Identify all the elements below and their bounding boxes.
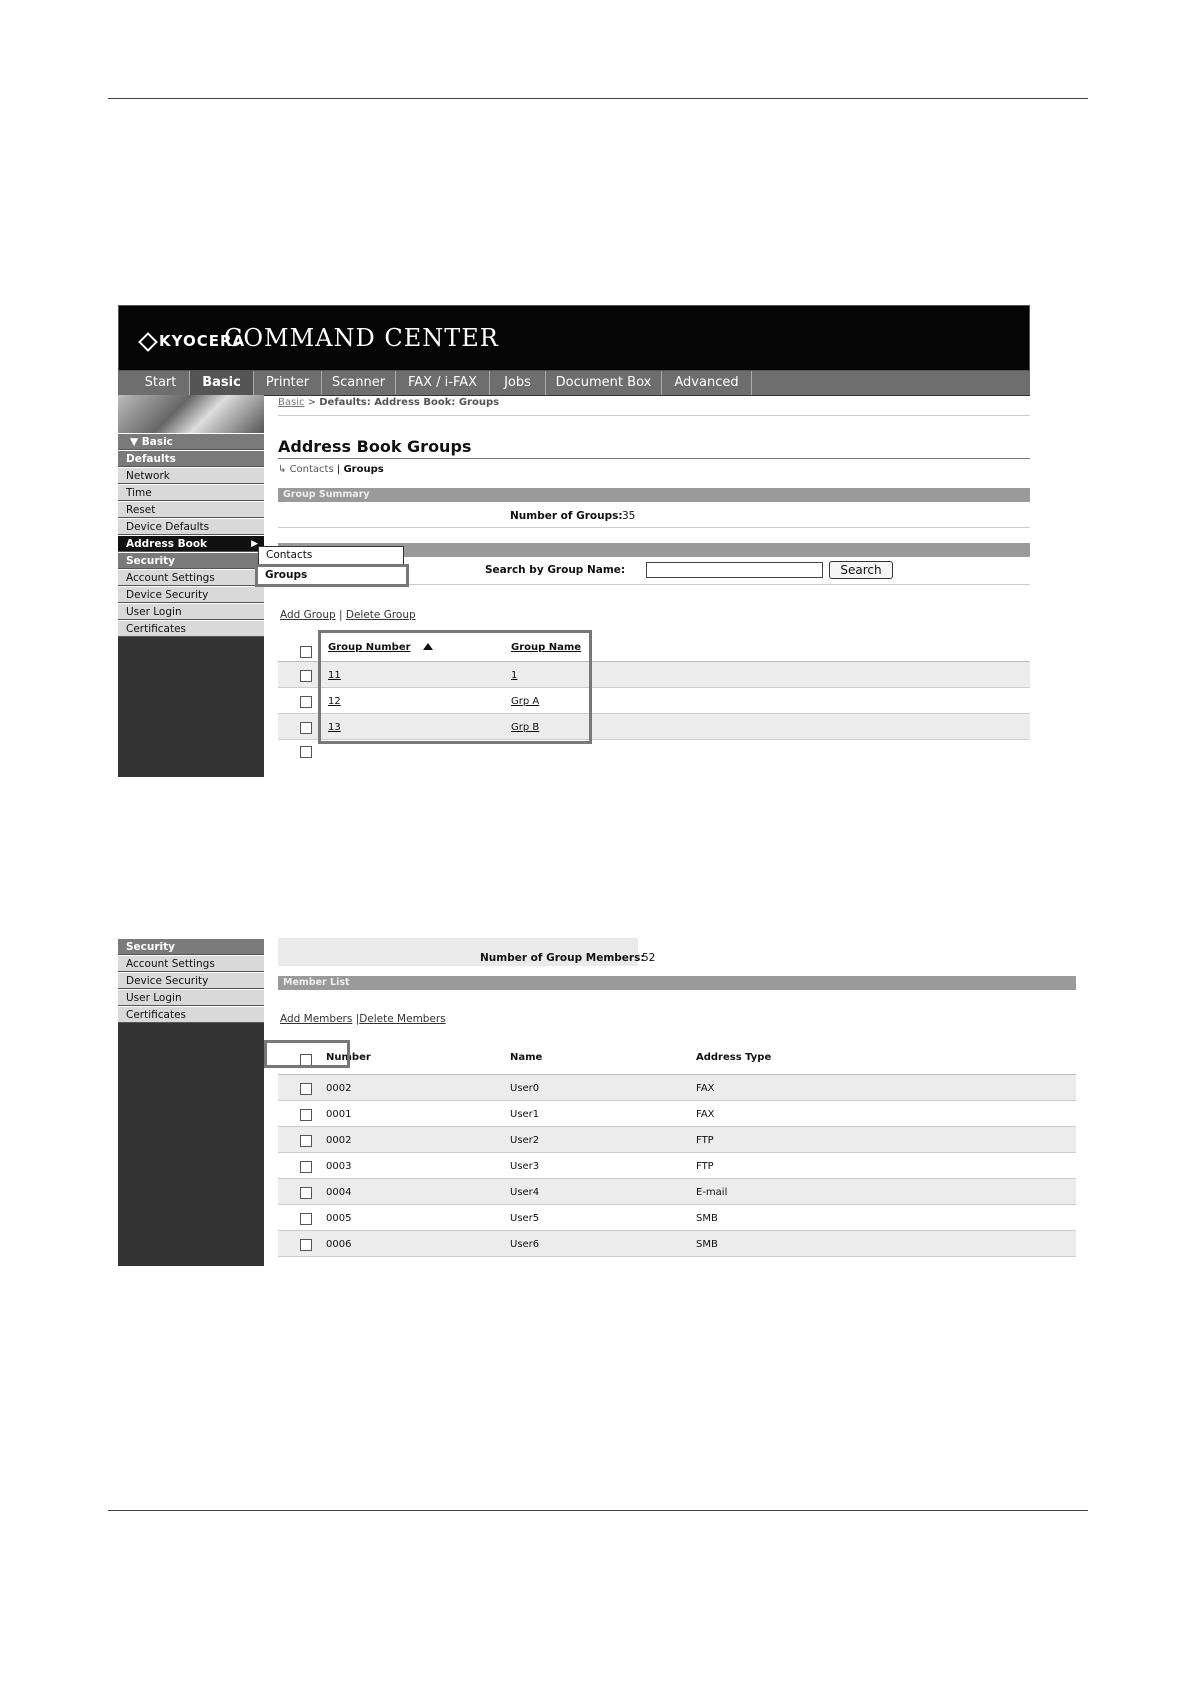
page-bottom-rule (108, 1510, 1088, 1511)
table-row (278, 1231, 1076, 1257)
group-name-link[interactable]: 1 (511, 670, 518, 681)
member-number: 0001 (326, 1109, 352, 1120)
member-address-type: FAX (696, 1083, 715, 1094)
member-number: 0004 (326, 1187, 352, 1198)
sidebar-item-user-login[interactable]: User Login (118, 989, 264, 1006)
tab-document-box[interactable]: Document Box (546, 371, 662, 395)
member-list-header: Member List (278, 976, 1076, 990)
flyout-item-groups[interactable]: Groups (255, 564, 409, 587)
group-name-link[interactable]: Grp B (511, 722, 540, 733)
member-number: 0003 (326, 1161, 352, 1172)
row-checkbox[interactable] (300, 1083, 312, 1095)
subnav (278, 464, 384, 475)
row-checkbox[interactable] (300, 722, 312, 734)
sidebar-item-certificates[interactable]: Certificates (118, 1006, 264, 1023)
tab-fax[interactable]: FAX / i-FAX (396, 371, 490, 395)
row-checkbox[interactable] (300, 1187, 312, 1199)
table-highlight-box (318, 630, 592, 744)
row-checkbox[interactable] (300, 1109, 312, 1121)
page-top-rule (108, 98, 1088, 99)
sidebar-basic-toggle[interactable]: ▼ Basic (118, 433, 264, 450)
sidebar-item-account-settings[interactable]: Account Settings (118, 569, 264, 586)
member-name: User4 (510, 1187, 540, 1198)
sidebar-item-reset[interactable]: Reset (118, 501, 264, 518)
flyout-item-contacts[interactable]: Contacts (266, 549, 313, 561)
tab-basic[interactable]: Basic (190, 371, 254, 395)
search-button[interactable]: Search (829, 561, 893, 579)
group-summary-header: Group Summary (278, 488, 1030, 502)
table-row (278, 1153, 1076, 1179)
search-input[interactable] (646, 562, 823, 578)
select-all-checkbox[interactable] (300, 646, 312, 658)
group-number-link[interactable]: 13 (328, 722, 341, 733)
column-number: Number (326, 1052, 371, 1063)
table-row (278, 1075, 1076, 1101)
tab-jobs[interactable]: Jobs (490, 371, 546, 395)
subnav-separator: | (336, 464, 341, 475)
row-checkbox[interactable] (300, 1213, 312, 1225)
number-of-members-value: 52 (642, 952, 656, 964)
member-actions (280, 1013, 446, 1025)
row-checkbox[interactable] (300, 1239, 312, 1251)
group-actions (280, 609, 416, 621)
column-address-type: Address Type (696, 1052, 772, 1063)
number-of-groups-label: Number of Groups: (510, 510, 623, 522)
kyocera-logo: KYOCERA (141, 332, 245, 350)
member-number: 0006 (326, 1239, 352, 1250)
delete-members-link[interactable]: Delete Members (359, 1013, 446, 1025)
sidebar (118, 395, 264, 777)
breadcrumb-link-basic[interactable]: Basic (278, 397, 305, 408)
breadcrumb-separator: > (307, 397, 317, 408)
sidebar-item-account-settings[interactable]: Account Settings (118, 955, 264, 972)
breadcrumb-current: Defaults: Address Book: Groups (319, 397, 500, 408)
row-checkbox[interactable] (300, 670, 312, 682)
member-number: 0002 (326, 1135, 352, 1146)
member-address-type: FTP (696, 1135, 714, 1146)
group-members-screenshot (118, 938, 1076, 1266)
select-all-highlight-box (264, 1040, 350, 1068)
column-group-name[interactable]: Group Name (511, 642, 582, 653)
return-arrow-icon: ↳ (278, 464, 290, 475)
sidebar-item-device-security[interactable]: Device Security (118, 586, 264, 603)
add-members-link[interactable]: Add Members (280, 1013, 353, 1025)
sidebar-item-time[interactable]: Time (118, 484, 264, 501)
column-name: Name (510, 1052, 543, 1063)
tab-printer[interactable]: Printer (254, 371, 322, 395)
row-checkbox[interactable] (300, 696, 312, 708)
member-name: User0 (510, 1083, 540, 1094)
tab-scanner[interactable]: Scanner (322, 371, 396, 395)
member-name: User2 (510, 1135, 540, 1146)
subnav-contacts-link[interactable]: Contacts (289, 464, 334, 475)
actions-separator: | (355, 1013, 360, 1025)
member-name: User5 (510, 1213, 540, 1224)
member-number: 0005 (326, 1213, 352, 1224)
member-number: 0002 (326, 1083, 352, 1094)
member-name: User1 (510, 1109, 540, 1120)
member-address-type: SMB (696, 1239, 718, 1250)
triangle-down-icon: ▼ (130, 436, 142, 448)
delete-group-link[interactable]: Delete Group (345, 609, 416, 621)
row-checkbox[interactable] (300, 746, 312, 758)
sidebar-header-security: Security (118, 552, 264, 569)
group-number-link[interactable]: 12 (328, 696, 341, 707)
search-label: Search by Group Name: (485, 564, 626, 576)
tab-advanced[interactable]: Advanced (662, 371, 752, 395)
sidebar-item-network[interactable]: Network (118, 467, 264, 484)
member-address-type: SMB (696, 1213, 718, 1224)
address-book-flyout (258, 546, 404, 584)
table-row (278, 1205, 1076, 1231)
header-banner (118, 305, 1030, 371)
sidebar-photo (118, 395, 264, 433)
sidebar-item-certificates[interactable]: Certificates (118, 620, 264, 637)
sidebar-header-defaults: Defaults (118, 450, 264, 467)
member-name: User3 (510, 1161, 540, 1172)
kyocera-mark-icon (138, 332, 158, 352)
groups-screenshot (118, 305, 1030, 777)
number-of-groups-value: 35 (622, 510, 636, 522)
column-group-number[interactable]: Group Number (328, 642, 433, 653)
sidebar-item-user-login[interactable]: User Login (118, 603, 264, 620)
sidebar-item-address-book[interactable]: Address Book ▶ (118, 535, 264, 552)
member-name: User6 (510, 1239, 540, 1250)
table-row (278, 1179, 1076, 1205)
sidebar-item-device-security[interactable]: Device Security (118, 972, 264, 989)
actions-separator: | (338, 609, 343, 621)
tab-start[interactable]: Start (132, 371, 190, 395)
breadcrumb (278, 397, 499, 408)
number-of-members-label: Number of Group Members: (480, 952, 645, 964)
row-checkbox[interactable] (300, 1161, 312, 1173)
page-title: Address Book Groups (278, 437, 472, 456)
subnav-groups: Groups (343, 464, 384, 475)
sidebar-item-device-defaults[interactable]: Device Defaults (118, 518, 264, 535)
member-address-type: FTP (696, 1161, 714, 1172)
member-address-type: FAX (696, 1109, 715, 1120)
app-title: COMMAND CENTER (224, 324, 499, 352)
member-address-type: E-mail (696, 1187, 728, 1198)
table-row (278, 1101, 1076, 1127)
add-group-link[interactable]: Add Group (280, 609, 336, 621)
group-name-link[interactable]: Grp A (511, 696, 540, 707)
group-number-link[interactable]: 11 (328, 670, 341, 681)
sidebar-header-security: Security (118, 938, 264, 955)
sidebar (118, 938, 264, 1266)
table-row (278, 1127, 1076, 1153)
top-nav (118, 371, 1030, 396)
row-checkbox[interactable] (300, 1135, 312, 1147)
arrow-right-icon: ▶ (251, 539, 258, 549)
